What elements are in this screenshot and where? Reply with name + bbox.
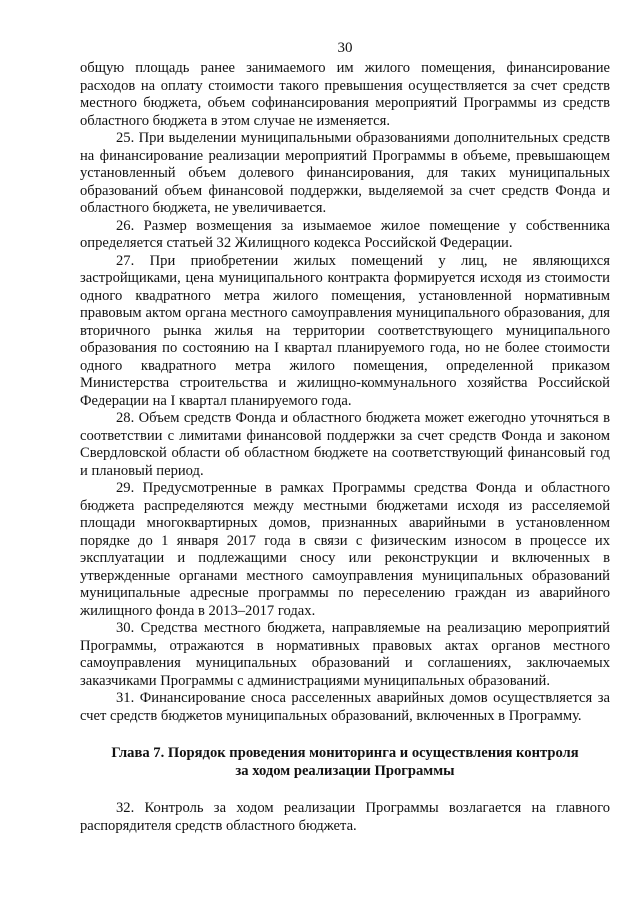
- chapter-heading: [80, 745, 610, 780]
- paragraph-30: 30. Средства местного бюджета, направляемые на реализацию мероприятий Программы, отражаются в нормативных правовых актах органов местного самоуправления муниципальных образований и соглашениях, заключаемых заказчиками Программы с администрациями муниципальных образований.: [80, 620, 610, 689]
- paragraph-32: 32. Контроль за ходом реализации Программы возлагается на главного распорядителя средств областного бюджета.: [80, 800, 610, 834]
- paragraph-29: 29. Предусмотренные в рамках Программы средства Фонда и областного бюджета распределяются между местными бюджетами исходя из расселяемой площади многоквартирных домов, признанных аварийными в установленном порядке до 1 января 2017 года в связи с физическим износом в процессе их эксплуатации и подлежащими сносу или реконструкции и включенных в утвержденные органами местного самоуправления муниципальных образований муниципальные адресные программы по переселению граждан из аварийного жилищного фонда в 2013–2017 годах.: [80, 480, 610, 619]
- paragraphs-bottom: [80, 800, 610, 835]
- paragraphs-top: [80, 60, 610, 725]
- paragraph-25: 25. При выделении муниципальными образованиями дополнительных средств на финансирование реализации мероприятий Программы в объеме, превышающем установленный объем долевого финансирования, для таких муниципальных образований объем финансовой поддержки, выделяемой за счет средств Фонда и областного бюджета, не увеличивается.: [80, 130, 610, 216]
- paragraph-continuation: общую площадь ранее занимаемого им жилого помещения, финансирование расходов на оплату стоимости такого превышения осуществляется за счет средств местного бюджета, объем софинансирования мероприятий Программы из средств областного бюджета в этом случае не изменяется.: [80, 60, 610, 129]
- chapter-heading-line-2: за ходом реализации Программы: [235, 762, 455, 779]
- chapter-heading-line-1: Глава 7. Порядок проведения мониторинга и осуществления контроля: [111, 745, 579, 761]
- page-number: 30: [337, 40, 353, 56]
- paragraph-31: 31. Финансирование сноса расселенных аварийных домов осуществляется за счет средств бюджетов муниципальных образований, включенных в Программу.: [80, 690, 610, 724]
- paragraph-28: 28. Объем средств Фонда и областного бюджета может ежегодно уточняться в соответствии с лимитами финансовой поддержки за счет средств Фонда и законом Свердловской области об областном бюджете на соответствующий финансовый год и плановый период.: [80, 410, 610, 479]
- paragraph-27: 27. При приобретении жилых помещений у лиц, не являющихся застройщиками, цена муниципального контракта формируется исходя из стоимости одного квадратного метра жилого помещения, установленной нормативным правовым актом органа местного самоуправления муниципального образования, для вторичного рынка жилья на территории соответствующего муниципального образования по состоянию на I квартал планируемого года, но не более стоимости одного квадратного метра жилого помещения, определенной приказом Министерства строительства и жилищно-коммунального хозяйства Российской Федерации на I квартал планируемого года.: [80, 252, 610, 409]
- document-page: [80, 40, 610, 835]
- paragraph-26: 26. Размер возмещения за изымаемое жилое помещение у собственника определяется статьей 32 Жилищного кодекса Российской Федерации.: [80, 217, 610, 251]
